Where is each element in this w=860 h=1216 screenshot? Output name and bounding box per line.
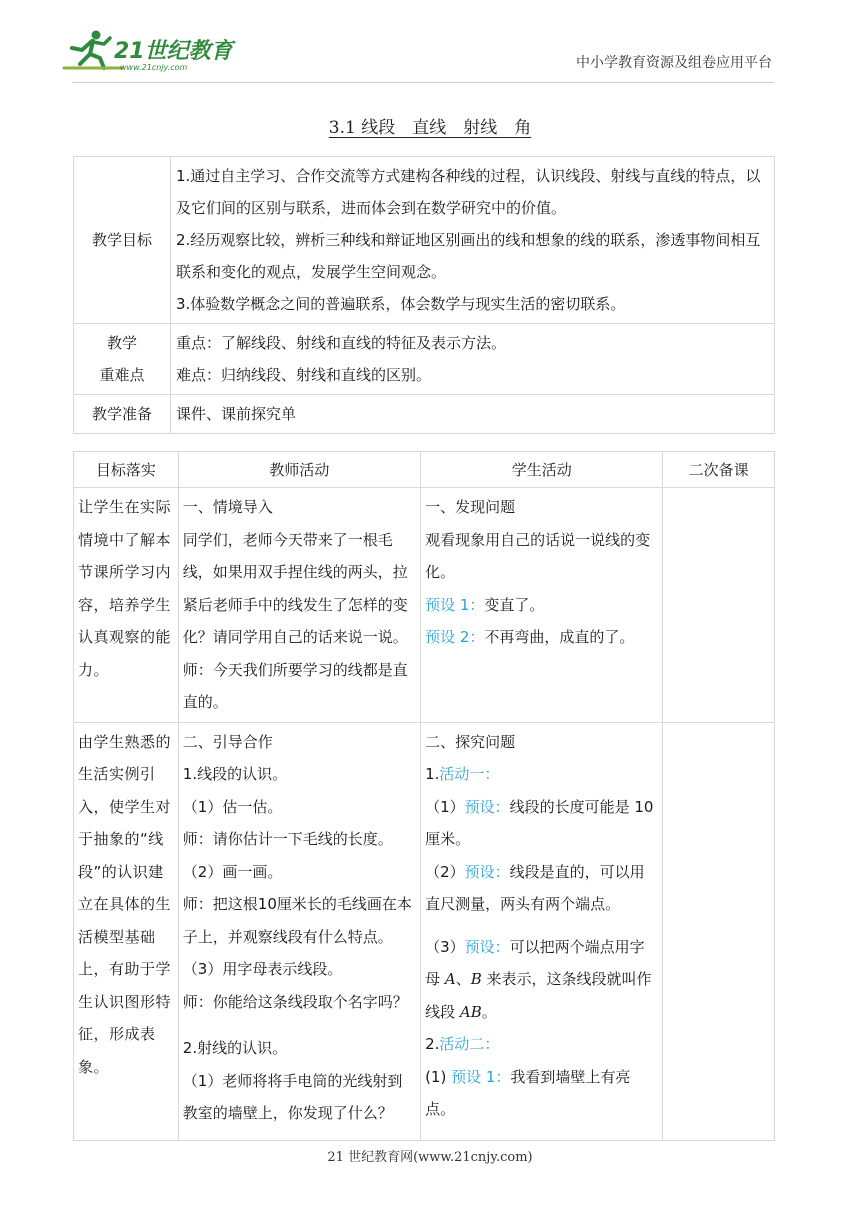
goal-label: 教学目标 xyxy=(74,157,171,324)
row1-teacher-text: 同学们，老师今天带来了一根毛线，如果用双手捏住线的两头，拉紧后老师手中的线发生了怎样的变化？请同学用自己的话来说一说。 xyxy=(182,530,408,646)
item-prefix: （2） xyxy=(425,862,465,881)
key-row xyxy=(74,324,775,395)
row2-teacher xyxy=(178,722,420,1140)
col-header-teacher: 教师活动 xyxy=(178,452,420,488)
row1-student-title: 一、发现问题 xyxy=(425,498,516,516)
row1-preset-2 xyxy=(425,621,658,654)
activity-label: 活动二： xyxy=(439,1035,500,1053)
preset-label: 预设： xyxy=(464,862,510,881)
activity-number: 1. xyxy=(425,765,440,783)
segment-ab: AB xyxy=(459,1002,482,1021)
preset-text: 我看到墙壁上有亮点。 xyxy=(425,1067,631,1118)
spacer xyxy=(183,1018,416,1032)
row1-teacher-summary: 师：今天我们所要学习的线都是直直的。 xyxy=(182,660,408,711)
row1-preset-1 xyxy=(425,589,658,622)
logo-url-text: www.21cnjy.com xyxy=(120,63,188,72)
prep-text: 课件、课前探究单 xyxy=(171,395,775,434)
plan-header-row xyxy=(74,452,775,488)
activity-1-heading xyxy=(425,758,658,791)
row1-teacher-title: 一、情境导入 xyxy=(182,498,273,516)
preset-label: 预设： xyxy=(464,937,510,956)
preset-text: 线段的长度可能是 10 厘米。 xyxy=(425,797,654,848)
col-header-student: 学生活动 xyxy=(421,452,663,488)
goal-item-1: 1.通过自主学习、合作交流等方式建构各种线的过程，认识线段、射线与直线的特点，以及它们间的区别与联系，进而体会到在数学研究中的价值。 xyxy=(176,167,761,217)
preset-text: 变直了。 xyxy=(484,595,545,614)
row2-teacher-line: （2）画一画。 xyxy=(182,862,283,881)
row2-teacher-line: 师：你能给这条线段取个名字吗？ xyxy=(182,992,408,1011)
plan-table xyxy=(73,451,775,1141)
goal-item-3: 3.体验数学概念之间的普遍联系，体会数学与现实生活的密切联系。 xyxy=(176,295,626,313)
row1-teacher xyxy=(178,488,420,723)
row2-student-title: 二、探究问题 xyxy=(425,732,516,751)
row2-teacher-line: 师：把这根10厘米长的毛线画在本子上，并观察线段有什么特点。 xyxy=(182,895,412,946)
letter-a: A xyxy=(444,970,456,988)
preset-text: 线段是直的，可以用直尺测量，两头有两个端点。 xyxy=(425,862,645,913)
preset-label: 预设 1： xyxy=(451,1067,511,1086)
row2-notes xyxy=(663,722,775,1140)
key-label xyxy=(74,324,171,395)
key-text xyxy=(171,324,775,395)
info-table xyxy=(73,156,775,434)
platform-name: 中小学教育资源及组卷应用平台 xyxy=(576,55,772,71)
difficult-point: 难点：归纳线段、射线和直线的区别。 xyxy=(176,366,432,384)
activity-1-item-1 xyxy=(425,791,658,856)
row1-notes xyxy=(663,488,775,723)
page-header xyxy=(0,0,860,90)
row2-teacher-line: 师：请你估计一下毛线的长度。 xyxy=(182,830,393,848)
key-label-line1: 教学 xyxy=(106,334,137,352)
preset-label: 预设 2： xyxy=(425,628,485,646)
row2-teacher-line: （1）估一估。 xyxy=(182,797,283,816)
header-divider xyxy=(72,82,774,83)
col-header-notes: 二次备课 xyxy=(663,452,775,488)
goal-row xyxy=(74,157,775,324)
separator: 、 xyxy=(455,970,471,988)
preset-text: 来表示，这条线段就叫作线段 xyxy=(425,970,652,1021)
row1-student xyxy=(421,488,663,723)
row2-teacher-line: 2.射线的认识。 xyxy=(182,1039,288,1057)
activity-2-item-1 xyxy=(425,1061,658,1126)
item-prefix: （3） xyxy=(425,937,465,956)
plan-row-1 xyxy=(74,488,775,723)
letter-b: B xyxy=(470,970,482,988)
key-label-line2: 重难点 xyxy=(99,366,145,384)
activity-1-item-2 xyxy=(425,856,658,921)
row2-goal: 由学生熟悉的生活实例引入，使学生对于抽象的“线段”的认识建立在具体的生活模型基础上，有助于学生认识图形特征，形成表象。 xyxy=(74,722,179,1140)
page-footer: 21 世纪教育网(www.21cnjy.com) xyxy=(327,1150,533,1165)
activity-number: 2. xyxy=(425,1035,440,1053)
col-header-goal: 目标落实 xyxy=(74,452,179,488)
row1-goal: 让学生在实际情境中了解本节课所学习内容，培养学生认真观察的能力。 xyxy=(74,488,179,723)
item-prefix: （1） xyxy=(425,797,465,816)
logo xyxy=(62,28,252,74)
activity-2-heading xyxy=(425,1028,658,1061)
row1-student-text: 观看现象用自己的话说一说线的变化。 xyxy=(425,530,651,581)
activity-label: 活动一： xyxy=(439,765,500,783)
activity-1-item-3 xyxy=(425,931,658,1029)
plan-row-2 xyxy=(74,722,775,1140)
prep-label: 教学准备 xyxy=(74,395,171,434)
period: 。 xyxy=(481,1002,497,1021)
goal-text xyxy=(171,157,775,324)
preset-text: 不再弯曲，成直的了。 xyxy=(484,628,635,646)
row2-teacher-line: （3）用字母表示线段。 xyxy=(182,960,343,978)
preset-label: 预设： xyxy=(464,797,510,816)
row2-student xyxy=(421,722,663,1140)
key-point: 重点：了解线段、射线和直线的特征及表示方法。 xyxy=(176,334,507,352)
title-text: 3.1 线段 直线 射线 角 xyxy=(328,118,532,138)
preset-label: 预设 1： xyxy=(425,595,485,614)
page-title xyxy=(0,113,860,138)
goal-item-2: 2.经历观察比较，辨析三种线和辩证地区别画出的线和想象的线的联系，渗透事物间相互联系和变化的观点，发展学生空间观念。 xyxy=(176,231,761,281)
row2-teacher-line: （1）老师将将手电筒的光线射到教室的墙壁上，你发现了什么？ xyxy=(182,1071,403,1122)
prep-row xyxy=(74,395,775,434)
row2-teacher-line: 1.线段的认识。 xyxy=(182,765,288,783)
row2-teacher-title: 二、引导合作 xyxy=(182,732,273,751)
preset-text: 可以把两个端点用字母 xyxy=(425,937,645,988)
item-prefix: (1) xyxy=(425,1067,447,1086)
logo-text: 21世纪教育 xyxy=(114,39,233,64)
